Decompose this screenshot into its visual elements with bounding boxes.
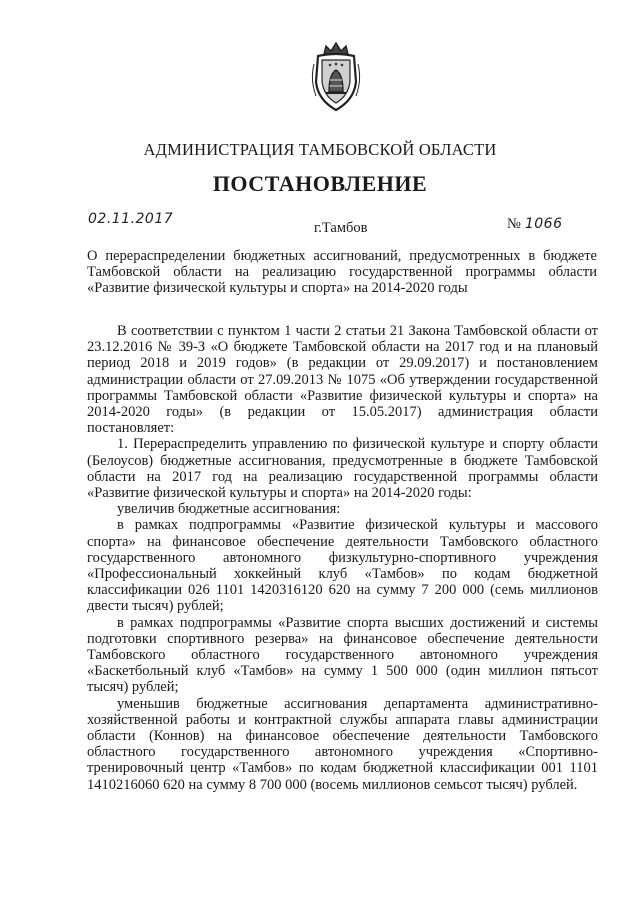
document-type-title: ПОСТАНОВЛЕНИЕ xyxy=(212,171,428,196)
body-paragraph: в рамках подпрограммы «Развитие физической культуры и массового спорта» на финансовое обеспечение деятельности Тамбовского областного государственного автономного физкультурно-спортивного учреждения «Профессиональный хоккейный клуб «Тамбов» по кодам бюджетной классификации 026 1101 1420316120 620 на сумму 7 200 000 (семь миллионов двести тысяч) рублей; xyxy=(87,517,598,615)
document-subject xyxy=(87,248,597,296)
body-paragraph: в рамках подпрограммы «Развитие спорта высших достижений и системы подготовки спортивного резерва» на финансовое обеспечение деятельности Тамбовского областного государственного автономного учреждения «Баскетбольный клуб «Тамбов» на сумму 1 500 000 (один миллион пятьсот тысяч) рублей; xyxy=(87,614,598,696)
body-paragraph: В соответствии с пунктом 1 части 2 статьи 21 Закона Тамбовской области от 23.12.2016 № 39-З «О бюджете Тамбовской области на 2017 год и на плановый период 2018 и 2019 годов» (в редакции от 29.09.2017) и постановлением администрации области от 27.09.2013 № 1075 «Об утверждении государственной программы Тамбовской области «Развитие физической культуры и спорта» на 2014-2020 годы» (в редакции от 15.05.2017) администрация области постановляет: xyxy=(87,323,598,437)
subject-line: «Развитие физической культуры и спорта» на 2014-2020 годы xyxy=(87,280,468,296)
number-sign: № xyxy=(507,216,521,232)
document-number xyxy=(507,216,562,233)
handwritten-date: 02.11.2017 xyxy=(88,211,174,227)
coat-of-arms-icon xyxy=(300,40,372,114)
handwritten-number: 1066 xyxy=(524,216,563,232)
city-label: г.Тамбов xyxy=(314,220,368,236)
body-paragraph: уменьшив бюджетные ассигнования департамента административно-хозяйственной работы и контрактной службы аппарата главы администрации области (Коннов) на финансовое обеспечение деятельности Тамбовского областного государственного автономного учреждения «Спортивно-тренировочный центр «Тамбов» по кодам бюджетной классификации 001 1101 1410216060 620 на сумму 8 700 000 (восемь миллионов семьсот тысяч) рублей. xyxy=(87,695,598,793)
document-body xyxy=(87,323,598,793)
body-paragraph: увеличив бюджетные ассигнования: xyxy=(117,501,341,518)
body-paragraph: 1. Перераспределить управлению по физической культуре и спорту области (Белоусов) бюджетные ассигнования, предусмотренные в бюджете Тамбовской области на 2017 год на реализацию государственной программы области «Развитие физической культуры и спорта» на 2014-2020 годы: xyxy=(87,436,598,502)
subject-line: О перераспределении бюджетных ассигнований, предусмотренных в бюджете xyxy=(87,248,597,264)
subject-line: Тамбовской области на реализацию государственной программы области xyxy=(87,264,597,280)
issuer-title: АДМИНИСТРАЦИЯ ТАМБОВСКОЙ ОБЛАСТИ xyxy=(143,140,497,159)
